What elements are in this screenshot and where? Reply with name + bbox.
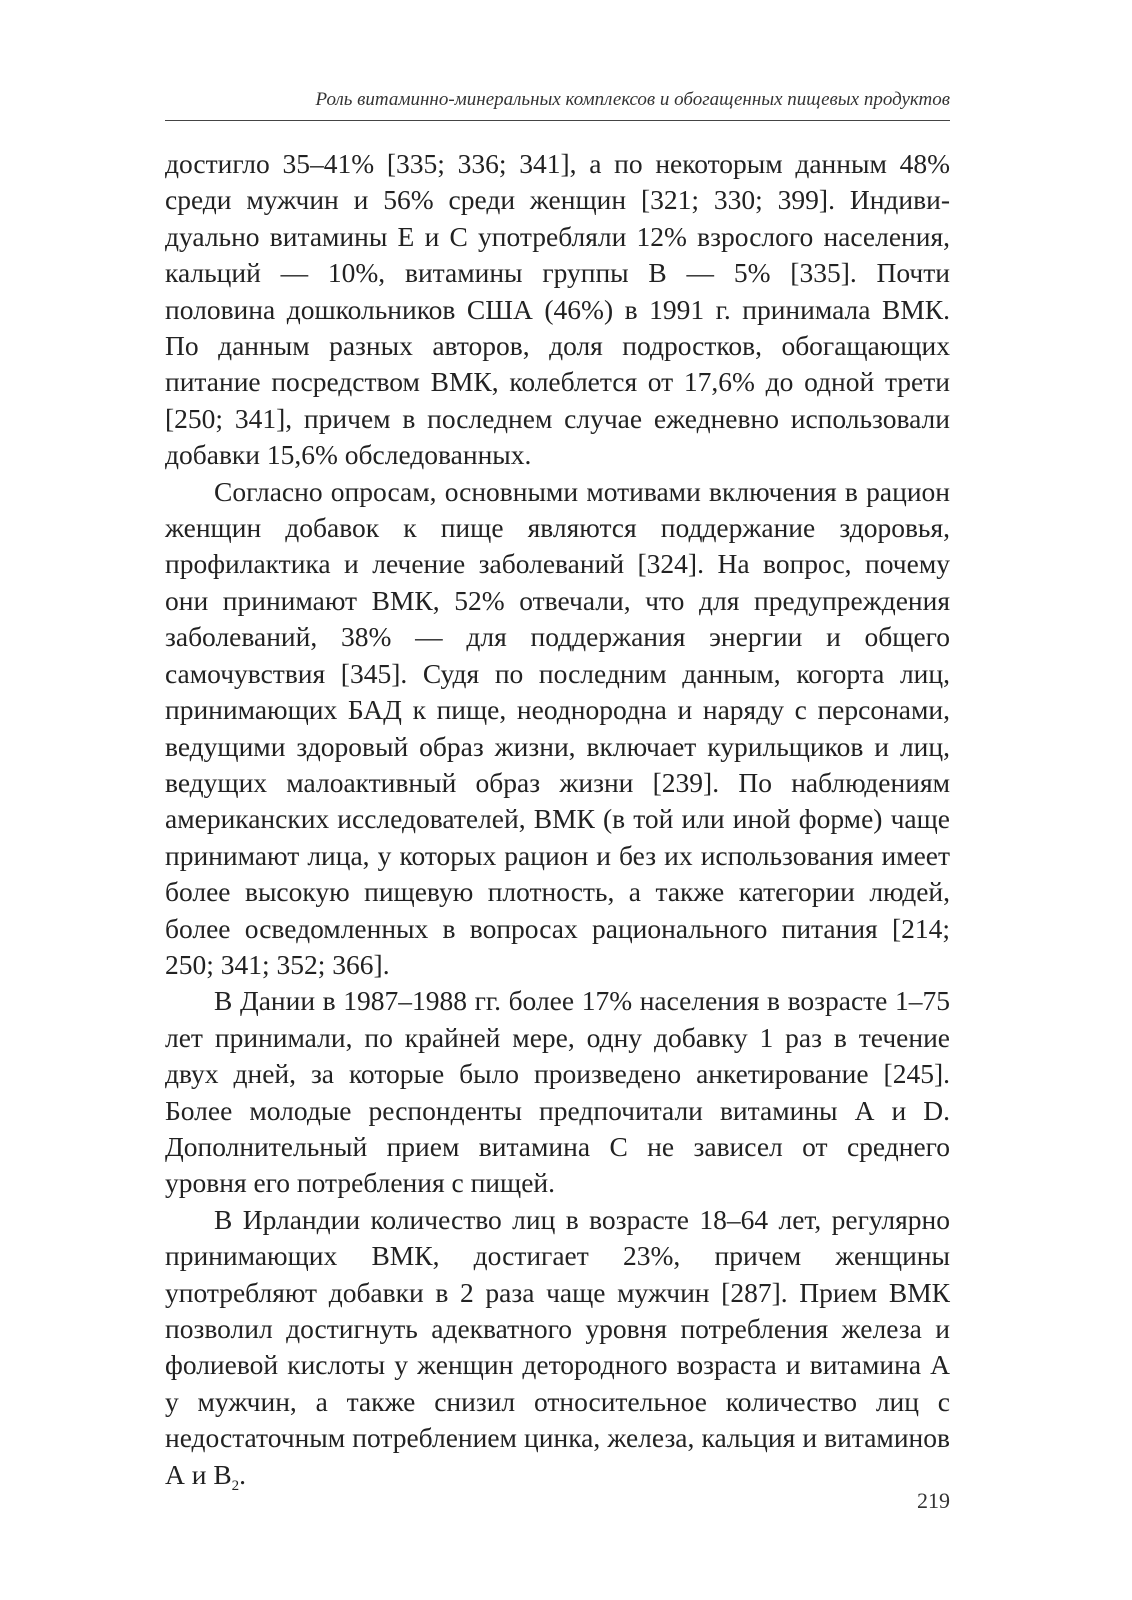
paragraph-3: В Дании в 1987–1988 гг. более 17% населения в возрасте 1–75 лет принимали, по крайней мере, одну добавку 1 раз в течение двух дней, за которые было произведено анкетирование [245]. Более молодые респонденты предпочитали витамины А и D. Дополнительный прием витамина С не зависел от среднего уровня его потребления с пищей. (165, 985, 950, 1199)
paragraph-4-main-text: В Ирландии количество лиц в возрасте 18–64 лет, регулярно принимающих ВМК, достигает 23%, причем женщины употребляют добавки в 2 раза чаще мужчин [287]. Прием ВМК позволил достигнуть адекватного уровня потребления железа и фолиевой кислоты у женщин детородного возраста и витамина А у мужчин, а также снизил относительное количество лиц с недостаточным потреблением цинка, железа, кальция и витаминов А и В (165, 1203, 950, 1490)
paragraph-2: Согласно опросам, основными мотивами включения в рацион женщин добавок к пище являются поддержание здоровья, профилактика и лечение заболеваний [324]. На вопрос, почему они принимают ВМК, 52% отвечали, что для предупреждения заболеваний, 38% — для поддержания энергии и общего самочувствия [345]. Судя по последним данным, когорта лиц, принимающих БАД к пище, неоднородна и наряду с персонами, ведущими здоровый образ жизни, включает курильщиков и лиц, ведущих малоактивный образ жизни [239]. По наблюдениям американских исследователей, ВМК (в той или иной форме) чаще принимают лица, у которых рацион и без их использования имеет более высокую пищевую плотность, а также категории людей, более осведомленных в вопросах рационального питания [214; 250; 341; 352; 366]. (165, 475, 950, 980)
running-head: Роль витаминно-минеральных комплексов и обогащенных пищевых продуктов (315, 89, 950, 110)
paragraph-4-end: . (239, 1458, 247, 1490)
page-number: 219 (917, 1488, 950, 1513)
header-divider (165, 120, 950, 121)
body-text (165, 146, 950, 1493)
paragraph-1: достигло 35–41% [335; 336; 341], а по некоторым данным 48% среди мужчин и 56% среди женщин [321; 330; 399]. Индивидуально витамины Е и С употребляли 12% взрослого населения, кальций — 10%, витамины группы В — 5% [335]. Почти половина дошкольников США (46%) в 1991 г. принимала ВМК. По данным разных авторов, доля подростков, обогащающих питание посредством ВМК, колеблется от 17,6% до одной трети [250; 341], причем в последнем случае ежедневно использовали добавки 15,6% обследованных. (165, 148, 950, 471)
vitamin-subscript: 2 (231, 1477, 240, 1494)
paragraph-4 (165, 1202, 950, 1493)
